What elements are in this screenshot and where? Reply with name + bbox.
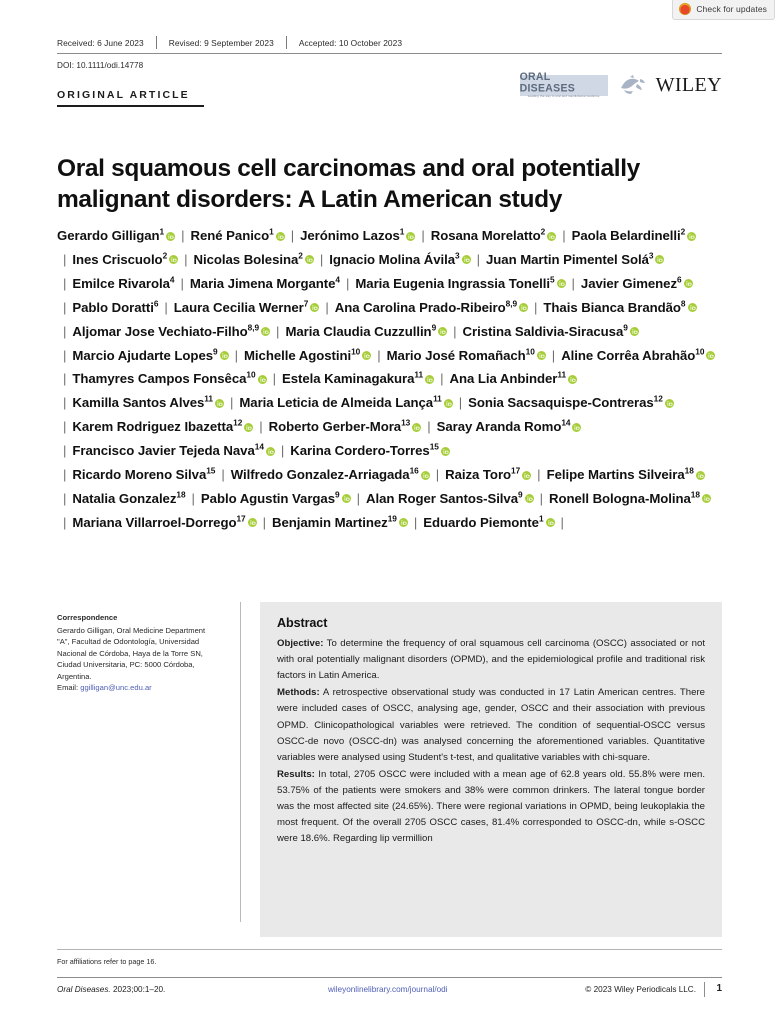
abstract-section-label: Results: [277, 768, 315, 780]
accepted-date: Accepted: 10 October 2023 [298, 37, 403, 48]
author-separator: | [181, 228, 185, 243]
author-separator: | [63, 275, 67, 291]
author-name: Francisco Javier Tejeda Nava [72, 443, 255, 459]
author-name: Maria Eugenia Ingrassia Tonelli [355, 275, 550, 291]
author-name: Mario José Romañach [386, 347, 526, 363]
abstract-box [260, 602, 722, 937]
author-name: Ana Carolina Prado-Ribeiro [334, 299, 506, 315]
author-separator: | [280, 443, 285, 459]
article-page [57, 0, 722, 1024]
history-divider [156, 36, 157, 49]
author-entry[interactable] [272, 515, 408, 530]
author-entry[interactable] [329, 252, 470, 267]
author-entry[interactable] [547, 467, 705, 482]
author-name: Wilfredo Gonzalez-Arriagada [230, 467, 410, 483]
author-separator: | [562, 228, 566, 243]
author-entry[interactable] [190, 276, 340, 291]
orcid-icon[interactable] [305, 248, 314, 257]
author-affiliation-marker: 9 [335, 489, 340, 500]
author-separator: | [377, 347, 381, 363]
author-name: Ignacio Molina Ávila [329, 251, 456, 267]
author-name: René Panico [190, 228, 270, 243]
author-name: Michelle Agostini [243, 347, 352, 363]
author-separator: | [421, 228, 425, 243]
author-separator: | [184, 251, 188, 267]
author-affiliation-marker: 19 [387, 513, 397, 524]
article-type-rule [57, 105, 204, 107]
orcid-icon[interactable] [220, 344, 229, 353]
author-entry[interactable] [486, 252, 664, 267]
author-entry[interactable] [194, 252, 314, 267]
orcid-icon[interactable] [276, 225, 285, 234]
author-affiliation-marker: 6 [676, 274, 682, 285]
author-name: Karem Rodriguez Ibazetta [72, 419, 234, 435]
author-affiliation-marker: 9 [431, 322, 437, 333]
author-name: Mariana Villarroel-Dorrego [72, 514, 237, 530]
article-type-label: ORIGINAL ARTICLE [57, 89, 190, 101]
author-entry[interactable] [72, 419, 253, 434]
author-entry[interactable] [437, 419, 582, 434]
author-entry[interactable] [290, 443, 450, 458]
orcid-icon[interactable] [557, 272, 566, 281]
author-entry[interactable] [72, 443, 275, 458]
author-separator: | [63, 323, 67, 339]
author-name: Maria Jimena Morgante [189, 275, 336, 291]
orcid-icon[interactable] [412, 416, 421, 425]
footer-divider [704, 982, 705, 997]
author-entry[interactable] [561, 348, 715, 363]
author-entry[interactable] [572, 228, 697, 243]
author-name: Raiza Toro [445, 467, 512, 483]
author-name: Gerardo Gilligan [57, 228, 160, 243]
author-entry[interactable] [468, 395, 674, 410]
author-affiliation-marker: 11 [414, 370, 424, 381]
correspondence-email-label: Email: [57, 683, 79, 693]
orcid-icon[interactable] [519, 296, 528, 305]
correspondence-and-abstract [57, 602, 722, 937]
author-affiliation-marker: 1 [538, 513, 544, 524]
author-name: Javier Gimenez [580, 275, 677, 291]
orcid-icon[interactable] [462, 248, 471, 257]
author-separator: | [180, 275, 184, 291]
author-affiliation-marker: 11 [433, 393, 442, 404]
author-separator: | [234, 347, 238, 363]
author-name: Marcio Ajudarte Lopes [72, 347, 214, 363]
author-affiliation-marker: 10 [525, 346, 535, 357]
author-separator: | [63, 395, 67, 411]
author-entry[interactable] [423, 515, 554, 530]
author-name: Ricardo Moreno Silva [72, 467, 207, 483]
author-name: Ana Lia Anbinder [449, 371, 558, 387]
author-separator: | [453, 323, 457, 339]
author-separator: | [63, 514, 67, 530]
author-name: Kamilla Santos Alves [72, 395, 205, 411]
orcid-icon[interactable] [522, 464, 531, 473]
author-affiliation-marker: 11 [557, 370, 567, 381]
orcid-icon[interactable] [568, 368, 577, 377]
author-affiliation-marker: 9 [213, 346, 218, 357]
journal-logo [519, 70, 608, 98]
author-separator: | [272, 371, 276, 387]
author-name: Thamyres Campos Fonsêca [72, 371, 247, 387]
author-separator: | [164, 299, 168, 315]
wiley-wordmark: WILEY [655, 74, 722, 96]
author-separator: | [63, 419, 67, 435]
orcid-icon[interactable] [525, 487, 534, 496]
author-name: Roberto Gerber-Mora [268, 419, 402, 435]
correspondence-email-line [57, 682, 217, 694]
author-name: Maria Claudia Cuzzullin [285, 323, 432, 339]
doi-text[interactable]: DOI: 10.1111/odi.14778 [57, 61, 144, 70]
author-entry[interactable] [72, 371, 266, 386]
author-entry[interactable] [72, 276, 174, 291]
author-separator: | [458, 395, 463, 411]
column-divider [240, 602, 241, 922]
logo-group [519, 70, 722, 98]
author-entry[interactable] [57, 228, 175, 243]
orcid-icon[interactable] [702, 487, 711, 496]
check-for-updates-label: Check for updates [696, 4, 767, 14]
author-name: Natalia Gonzalez [72, 490, 177, 506]
author-separator: | [63, 299, 67, 315]
correspondence-heading: Correspondence [57, 613, 118, 622]
author-affiliation-marker: 12 [233, 417, 243, 428]
author-entry[interactable] [300, 228, 415, 243]
author-entry[interactable] [269, 419, 422, 434]
orcid-icon[interactable] [421, 464, 430, 473]
page-number: 1 [716, 983, 722, 994]
author-name: Alan Roger Santos-Silva [365, 490, 518, 506]
author-affiliation-marker: 2 [680, 226, 686, 237]
orcid-icon[interactable] [688, 296, 697, 305]
author-separator: | [63, 467, 67, 483]
orcid-icon[interactable] [342, 487, 351, 496]
footer-citation [57, 985, 165, 994]
author-affiliation-marker: 5 [549, 274, 555, 285]
author-affiliation-marker: 14 [254, 441, 264, 452]
author-affiliation-marker: 1 [269, 226, 274, 237]
abstract-section-text: In total, 2705 OSCC were included with a mean age of 62.8 years old. 55.8% were men. 53.75% of the patients were smokers and 38% were common drinkers. The lateral tongue border was the most affected site (24.65%). There were regional variations in OPMD, being leukoplakia the most frequent. Of the overall 2705 OSCC cases, 81.4% corresponded to OSCC-dn, while s-OSCC were 18.6%. Regarding lip vermillion [277, 768, 705, 845]
author-affiliation-marker: 2 [162, 250, 168, 261]
author-separator: | [356, 490, 360, 506]
orcid-icon[interactable] [438, 320, 447, 329]
author-name: Juan Martin Pimentel Solá [486, 251, 649, 267]
orcid-icon[interactable] [169, 248, 178, 257]
author-name: Benjamin Martinez [272, 514, 388, 530]
orcid-icon[interactable] [399, 511, 408, 520]
author-affiliation-marker: 8,9 [247, 322, 260, 333]
author-entry[interactable] [445, 467, 531, 482]
author-separator: | [229, 395, 234, 411]
author-entry[interactable] [355, 276, 565, 291]
author-entry[interactable] [335, 300, 528, 315]
author-affiliation-marker: 13 [401, 417, 411, 428]
author-name: Aline Corrêa Abrahão [561, 347, 696, 363]
author-affiliation-marker: 18 [176, 489, 186, 500]
orcid-icon[interactable] [547, 225, 556, 234]
history-divider [286, 36, 287, 49]
orcid-icon[interactable] [684, 272, 693, 281]
author-affiliation-marker: 12 [653, 393, 663, 404]
author-separator: | [63, 347, 67, 363]
author-name: Nicolas Bolesina [193, 251, 299, 267]
footer-url-link[interactable]: wileyonlinelibrary.com/journal/odi [328, 985, 448, 994]
author-entry[interactable] [431, 228, 556, 243]
footer-copyright: © 2023 Wiley Periodicals LLC. [585, 985, 696, 994]
author-separator: | [476, 251, 480, 267]
orcid-icon[interactable] [655, 248, 664, 257]
author-entry[interactable] [282, 371, 434, 386]
author-entry[interactable] [387, 348, 546, 363]
author-separator: | [259, 419, 263, 435]
author-affiliation-marker: 18 [690, 489, 700, 500]
author-entry[interactable] [231, 467, 430, 482]
author-affiliation-marker: 9 [623, 322, 628, 333]
author-name: Saray Aranda Romo [436, 419, 562, 435]
author-affiliation-marker: 8,9 [505, 298, 518, 309]
author-affiliation-marker: 10 [246, 370, 256, 381]
author-entry[interactable] [201, 491, 351, 506]
abstract-section-label: Objective: [277, 638, 324, 649]
author-separator: | [262, 514, 267, 530]
author-affiliation-marker: 17 [236, 513, 246, 524]
author-separator: | [63, 490, 67, 506]
orcid-icon[interactable] [362, 344, 371, 353]
author-affiliation-marker: 17 [511, 465, 521, 476]
orcid-icon[interactable] [537, 344, 546, 353]
author-affiliation-marker: 1 [399, 226, 405, 237]
abstract-section [277, 767, 705, 848]
abstract-sections [277, 636, 705, 847]
author-affiliation-marker: 14 [561, 417, 571, 428]
author-affiliation-marker: 10 [351, 346, 361, 357]
author-entry[interactable] [191, 228, 285, 243]
author-name: Felipe Martins Silveira [546, 467, 685, 483]
author-entry[interactable] [239, 395, 452, 410]
correspondence-email-link[interactable]: ggilligan@unc.edu.ar [80, 683, 152, 693]
orcid-icon[interactable] [706, 344, 715, 353]
orcid-icon[interactable] [244, 416, 253, 425]
author-name: Cristina Saldivia-Siracusa [462, 323, 624, 339]
author-separator: | [435, 467, 440, 483]
journal-logo-name: ORAL DISEASES [519, 70, 576, 95]
author-entry[interactable] [244, 348, 371, 363]
orcid-icon[interactable] [266, 440, 275, 449]
publication-history [57, 36, 722, 49]
affiliations-rule [57, 949, 722, 950]
author-separator: | [571, 275, 575, 291]
author-affiliation-marker: 7 [303, 298, 309, 309]
author-separator: | [539, 490, 543, 506]
author-affiliation-marker: 1 [159, 226, 165, 237]
orcid-icon[interactable] [572, 416, 581, 425]
abstract-section-text: A retrospective observational study was conducted in 17 Latin American centres. There were included cases of OSCC, analysing age, gender, OSCC and their association with previous OPMD. Clinicopathological variables were retrieved. The condition of sequential-OSCC versus OSCC-de novo (OSCC-dn) was analysed concerning the aforementioned variables. Quantitative variables were analysed using Student's t-test, and qualitative variables with chi-square. [277, 687, 705, 763]
orcid-icon[interactable] [258, 368, 267, 377]
author-affiliation-marker: 11 [204, 393, 213, 404]
author-name: Pablo Doratti [72, 299, 154, 315]
author-name: Paola Belardinelli [571, 228, 681, 243]
journal-logo-tagline: Leading the way in oral and maxillofacial medicine [527, 93, 600, 98]
author-separator: | [63, 251, 67, 267]
orcid-icon[interactable] [441, 440, 450, 449]
orcid-icon[interactable] [248, 511, 257, 520]
author-entry[interactable] [285, 324, 447, 339]
author-separator: | [191, 490, 195, 506]
author-affiliation-marker: 16 [409, 465, 419, 476]
orcid-icon[interactable] [215, 392, 224, 401]
author-affiliation-marker: 18 [684, 465, 694, 476]
author-entry[interactable] [72, 491, 185, 506]
author-list [57, 224, 722, 535]
author-entry[interactable] [581, 276, 693, 291]
author-affiliation-marker: 2 [540, 226, 546, 237]
author-entry[interactable] [72, 395, 224, 410]
article-type [57, 89, 204, 107]
author-name: Eduardo Piemonte [423, 514, 539, 530]
author-affiliation-marker: 3 [648, 250, 654, 261]
author-entry[interactable] [174, 300, 320, 315]
author-name: Ronell Bologna-Molina [548, 490, 691, 506]
author-affiliation-marker: 15 [206, 465, 216, 476]
abstract-section-text: To determine the frequency of oral squamous cell carcinoma (OSCC) associated or not with oral potentially malignant disorders (OPMD), and the epidemiological profile and traditional risk factors in Latin America. [277, 638, 705, 682]
footer-citation-journal: Oral Diseases. [57, 985, 111, 994]
author-affiliation-marker: 3 [455, 250, 460, 261]
author-affiliation-marker: 10 [695, 346, 705, 357]
orcid-icon[interactable] [665, 392, 674, 401]
orcid-icon[interactable] [425, 368, 434, 377]
author-separator: | [537, 467, 541, 483]
author-name: Thais Bianca Brandão [543, 299, 681, 315]
orcid-icon[interactable] [444, 392, 453, 401]
orcid-icon[interactable] [261, 320, 270, 329]
header-rule [57, 53, 722, 54]
author-name: Rosana Morelatto [430, 228, 541, 243]
author-affiliation-marker: 6 [153, 298, 159, 309]
author-name: Laura Cecilia Werner [173, 299, 304, 315]
author-name: Ines Criscuolo [72, 251, 163, 267]
abstract-heading: Abstract [277, 616, 328, 630]
author-separator: | [534, 299, 538, 315]
author-entry[interactable] [463, 324, 639, 339]
author-separator: | [440, 371, 444, 387]
author-name: Estela Kaminagakura [281, 371, 415, 387]
author-affiliation-marker: 9 [518, 489, 523, 500]
wiley-griffin-icon [615, 74, 649, 96]
author-entry[interactable] [72, 300, 158, 315]
author-separator: | [551, 347, 556, 363]
affiliations-note: For affiliations refer to page 16. [57, 957, 157, 966]
author-entry[interactable] [543, 300, 696, 315]
abstract-section-label: Methods: [277, 687, 320, 699]
author-separator: | [413, 514, 418, 530]
author-entry[interactable] [72, 348, 228, 363]
orcid-icon[interactable] [687, 225, 696, 234]
author-affiliation-marker: 8 [680, 298, 686, 309]
revised-date: Revised: 9 September 2023 [168, 37, 274, 48]
author-entry[interactable] [449, 371, 577, 386]
orcid-icon[interactable] [406, 225, 415, 234]
author-separator: | [560, 514, 564, 530]
page-footer [57, 983, 722, 1003]
abstract-section [277, 636, 705, 684]
author-entry[interactable] [72, 515, 256, 530]
author-name: Pablo Agustin Vargas [200, 490, 336, 506]
author-affiliation-marker: 4 [169, 274, 175, 285]
orcid-icon[interactable] [546, 511, 555, 520]
author-name: Emilce Rivarola [72, 275, 170, 291]
orcid-icon[interactable] [630, 320, 639, 329]
author-separator: | [221, 467, 225, 483]
footer-citation-rest: 2023;00:1–20. [110, 985, 166, 994]
orcid-icon[interactable] [166, 225, 175, 234]
author-entry[interactable] [72, 324, 270, 339]
author-entry[interactable] [72, 252, 178, 267]
author-name: Aljomar Jose Vechiato-Filho [72, 323, 248, 339]
correspondence-address: Gerardo Gilligan, Oral Medicine Department "A", Facultad de Odontología, Universidad Nacional de Córdoba, Haya de la Torre SN, Ciudad Universitaria, PC: 5000 Córdoba, Argentina. [57, 625, 206, 681]
author-name: Karina Cordero-Torres [290, 443, 430, 459]
author-separator: | [63, 371, 67, 387]
received-date: Received: 6 June 2023 [57, 37, 144, 48]
author-separator: | [290, 228, 295, 243]
orcid-icon[interactable] [310, 296, 319, 305]
page-title: Oral squamous cell carcinomas and oral potentially malignant disorders: A Latin American study [57, 155, 640, 214]
author-name: Jerónimo Lazos [300, 228, 400, 243]
author-separator: | [276, 323, 280, 339]
author-separator: | [325, 299, 329, 315]
author-affiliation-marker: 4 [335, 274, 340, 285]
author-separator: | [63, 443, 67, 459]
author-affiliation-marker: 2 [298, 250, 303, 261]
author-name: Sonia Sacsaquispe-Contreras [468, 395, 654, 411]
orcid-icon[interactable] [696, 464, 705, 473]
author-affiliation-marker: 15 [429, 441, 439, 452]
abstract-section [277, 685, 705, 766]
author-entry[interactable] [72, 467, 215, 482]
footer-rule [57, 977, 722, 978]
correspondence-block [57, 612, 217, 694]
author-entry[interactable] [549, 491, 711, 506]
author-name: Maria Leticia de Almeida Lança [239, 395, 434, 411]
author-entry[interactable] [366, 491, 534, 506]
author-separator: | [427, 419, 431, 435]
author-separator: | [345, 275, 350, 291]
author-separator: | [319, 251, 324, 267]
